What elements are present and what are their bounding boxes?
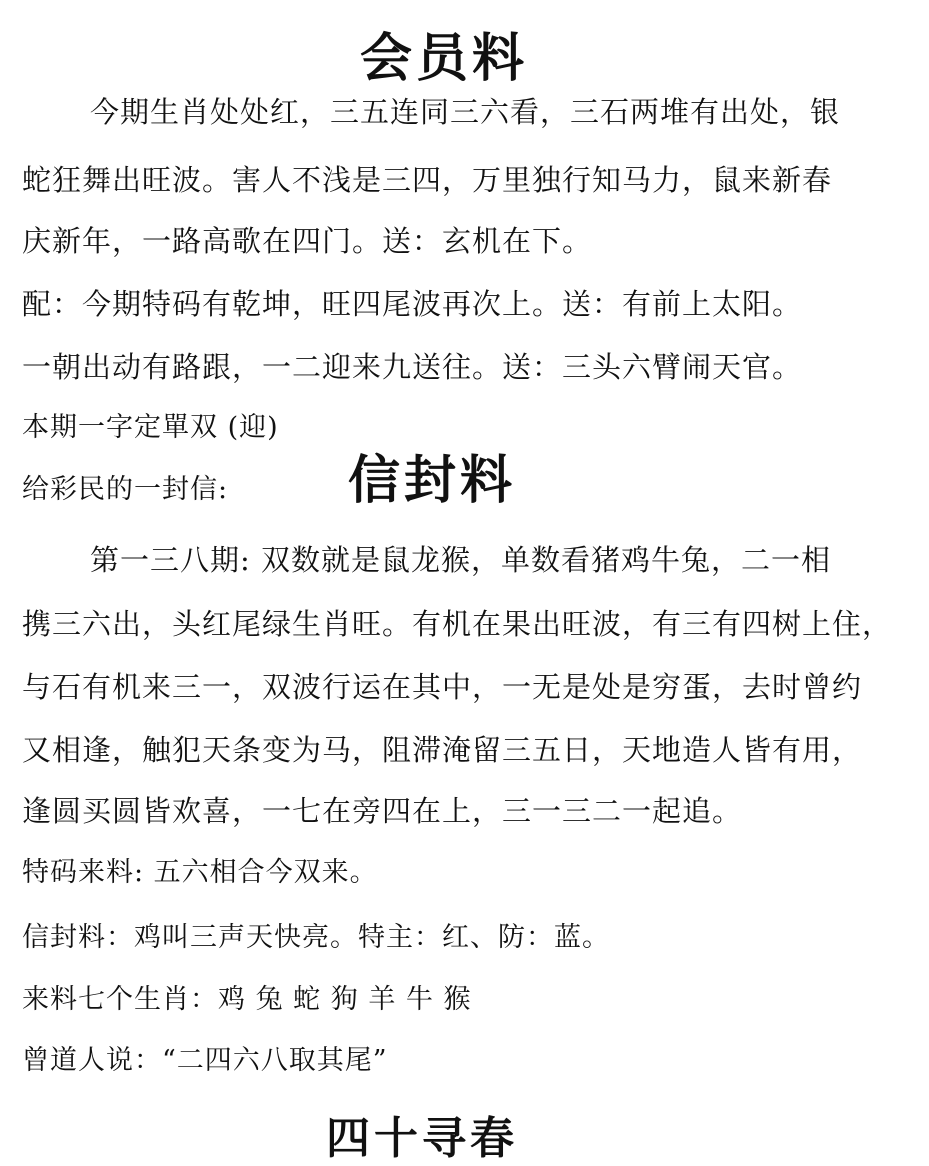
text-line: 又相逢，触犯天条变为马，阻滞淹留三五日，天地造人皆有用， bbox=[22, 733, 863, 767]
text-line: 配：今期特码有乾坤，旺四尾波再次上。送：有前上太阳。 bbox=[22, 287, 803, 321]
text-line: 本期一字定單双 (迎) bbox=[22, 412, 279, 443]
text-line: 今期生肖处处红，三五连同三六看，三石两堆有出处，银 bbox=[90, 95, 841, 129]
section-title-envelope: 信封料 bbox=[348, 450, 517, 511]
text-line: 信封料：鸡叫三声天快亮。特主：红、防：蓝。 bbox=[22, 922, 610, 953]
text-line: 逢圆买圆皆欢喜，一七在旁四在上，三一三二一起追。 bbox=[22, 794, 743, 828]
text-line: 特码来料: 五六相合今双来。 bbox=[22, 857, 378, 888]
text-line: 与石有机来三一，双波行运在其中，一无是处是穷蛋，去时曾约 bbox=[22, 670, 863, 704]
text-line: 庆新年，一路高歌在四门。送：玄机在下。 bbox=[22, 224, 593, 258]
text-line: 蛇狂舞出旺波。害人不浅是三四，万里独行知马力，鼠来新春 bbox=[22, 163, 833, 197]
text-line: 第一三八期: 双数就是鼠龙猴，单数看猪鸡牛兔，二一相 bbox=[90, 543, 831, 577]
text-line: 一朝出动有路跟，一二迎来九送往。送：三头六臂闹天官。 bbox=[22, 350, 803, 384]
section-title-spring: 四十寻春 bbox=[326, 1113, 518, 1164]
text-line: 来料七个生肖：鸡 兔 蛇 狗 羊 牛 猴 bbox=[22, 984, 472, 1015]
section-title-member: 会员料 bbox=[360, 28, 529, 89]
text-line: 曾道人说：“二四六八取其尾” bbox=[22, 1045, 388, 1076]
text-line: 携三六出，头红尾绿生肖旺。有机在果出旺波，有三有四树上住， bbox=[22, 607, 893, 641]
letter-intro: 给彩民的一封信: bbox=[22, 474, 229, 505]
